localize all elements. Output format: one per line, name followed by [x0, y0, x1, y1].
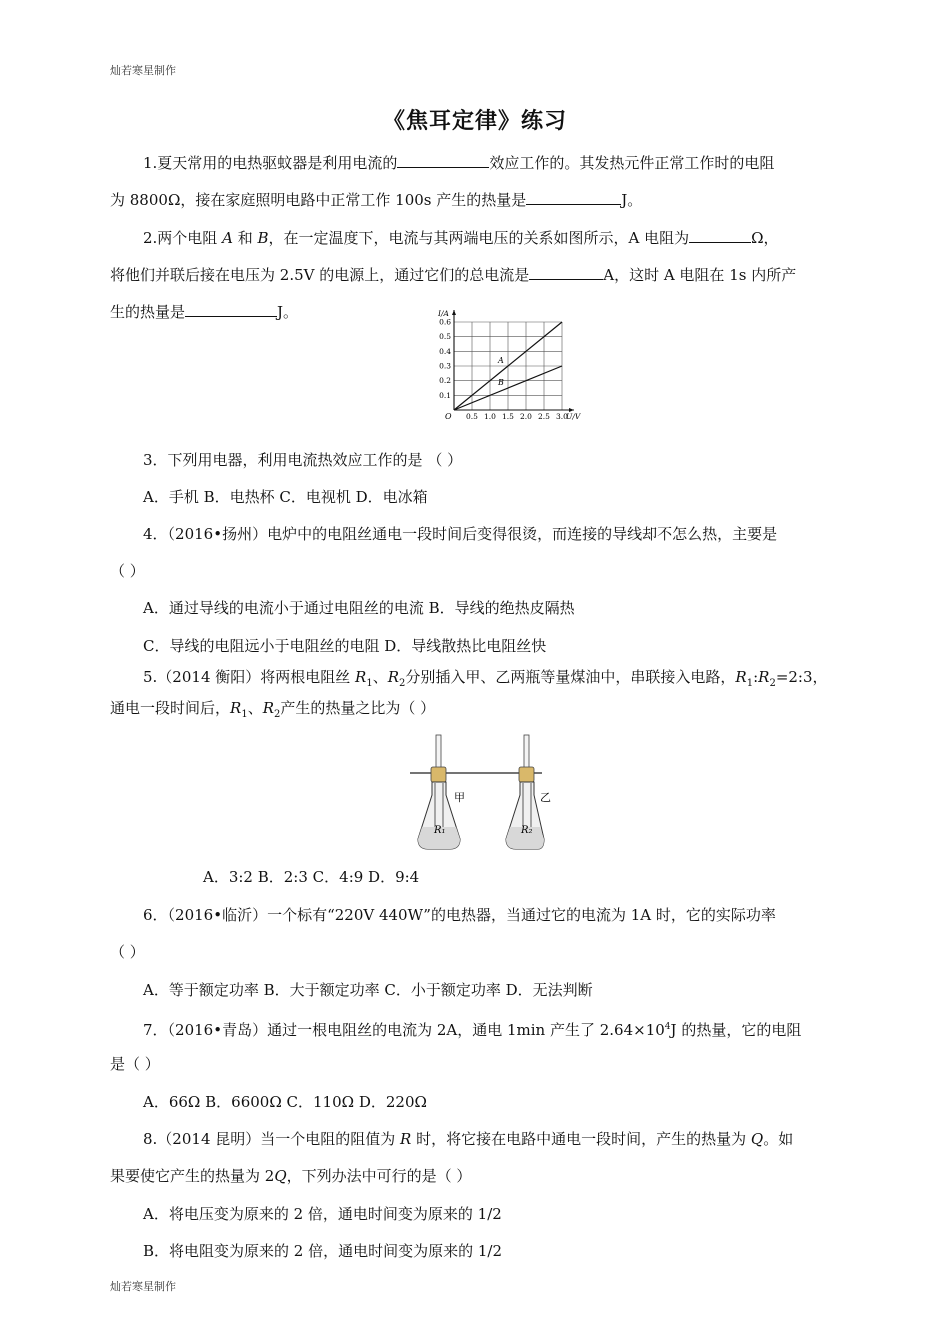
q5-line2: 通电一段时间后，$R_1$、$R_2$产生的热量之比为（ ）	[110, 699, 436, 720]
stopper-2	[519, 767, 534, 782]
q2-text-c: Ω，	[751, 229, 779, 247]
series-label-a: A	[498, 356, 504, 365]
q1-line1	[143, 152, 774, 173]
flask-r2-label: R₂	[521, 825, 533, 836]
q7-text-b: J 的热量，它的电阻	[670, 1021, 802, 1039]
q8-option-a: A．将电压变为原来的 2 倍，通电时间变为原来的 1/2	[143, 1205, 502, 1223]
page-header: 灿若寒星制作	[110, 64, 176, 77]
flask-jia	[418, 735, 465, 849]
q5-options: A．3:2 B．2:3 C．4:9 D．9:4	[203, 868, 420, 886]
y-tick-label: 0.2	[439, 376, 451, 386]
q1-line2	[110, 189, 642, 210]
q3-stem: 3．下列用电器，利用电流热效应工作的是 （ ）	[143, 451, 463, 469]
q6-paren: （ ）	[110, 943, 145, 961]
flask-r1-label: R₁	[434, 825, 446, 836]
q8-text-a: 8.（2014 昆明）当一个电阻的阻值为	[143, 1130, 401, 1148]
flask-yi	[506, 735, 551, 849]
q7-options: A．66Ω B．6600Ω C．110Ω D．220Ω	[143, 1093, 427, 1111]
q8-text-d: 果要使它产生的热量为 2	[110, 1167, 275, 1185]
q2-text-and: 和	[232, 229, 258, 247]
y-tick-label: 0.1	[439, 390, 451, 400]
q6-options: A．等于额定功率 B．大于额定功率 C．小于额定功率 D．无法判断	[143, 981, 593, 999]
flask-jia-label: 甲	[454, 791, 465, 804]
q8-line2: 果要使它产生的热量为 2Q，下列办法中可行的是（ ）	[110, 1167, 472, 1185]
q2-text-f: 生的热量是	[110, 303, 186, 321]
q1-text-a: 1.夏天常用的电热驱蚊器是利用电流的	[143, 154, 398, 172]
stopper-1	[431, 767, 446, 782]
page-title: 《焦耳定律》练习	[382, 109, 567, 134]
q5-text-d: 产生的热量之比为（ ）	[280, 699, 436, 717]
q2-text-e: A，这时 A 电阻在 1s 内所产	[603, 266, 797, 284]
q4-stem: 4．（2016•扬州）电炉中的电阻丝通电一段时间后变得很烫，而连接的导线却不怎么热，主要是	[143, 525, 778, 543]
q5-ratio: =2:3，	[775, 668, 828, 686]
q8-text-e: ，下列办法中可行的是（ ）	[286, 1167, 472, 1185]
q7-line1	[143, 1017, 801, 1040]
x-tick-label: 3.0	[556, 412, 568, 421]
q2-text-a: 2.两个电阻	[143, 229, 223, 247]
q8-line1: 8.（2014 昆明）当一个电阻的阻值为 R 时，将它接在电路中通电一段时间，产生的热量为 Q。如	[143, 1130, 794, 1148]
series-label-b: B	[498, 378, 504, 387]
q8-text-c: 。如	[763, 1130, 794, 1148]
q1-text-d: J。	[621, 191, 643, 209]
q7-text-a: 7．（2016•青岛）通过一根电阻丝的电流为 2A，通电 1min 产生了 2.64×10	[143, 1021, 665, 1039]
q2-resistor-b: B	[257, 229, 269, 247]
q5-text-c: 通电一段时间后，	[110, 699, 231, 717]
q7-paren: 是（ ）	[110, 1055, 160, 1073]
iv-chart	[428, 302, 598, 422]
q5-line1: 5.（2014 衡阳）将两根电阻丝 $R_1$、$R_2$分别插入甲、乙两瓶等量煤油中，串联接入电路，$R_1:R_2=2:3$，	[143, 668, 828, 689]
q2-line2	[110, 264, 796, 285]
x-tick-label: 2.5	[538, 412, 550, 421]
q4-option-ab: A．通过导线的电流小于通过电阻丝的电流 B．导线的绝热皮隔热	[143, 599, 575, 617]
q2-blank-2[interactable]	[529, 264, 603, 280]
x-axis-label: U/V	[566, 412, 581, 421]
y-tick-label: 0.5	[439, 332, 451, 342]
q1-blank-1[interactable]	[397, 152, 489, 168]
y-tick-label: 0.4	[439, 346, 451, 356]
q8-text-b: 时，将它接在电路中通电一段时间，产生的热量为	[411, 1130, 751, 1148]
q2-text-b: ，在一定温度下，电流与其两端电压的关系如图所示，A 电阻为	[268, 229, 690, 247]
q1-text-b: 效应工作的。其发热元件正常工作时的电阻	[489, 154, 775, 172]
y-axis-label: I/A	[438, 309, 449, 318]
q1-text-c: 为 8800Ω，接在家庭照明电路中正常工作 100s 产生的热量是	[110, 191, 527, 209]
q2-resistor-a: A	[222, 229, 233, 247]
x-tick-label: 2.0	[520, 412, 532, 421]
q6-stem: 6．（2016•临沂）一个标有“220V 440W”的电热器，当通过它的电流为 1A 时，它的实际功率	[143, 906, 776, 924]
q2-line1	[143, 227, 779, 248]
q8-option-b: B．将电阻变为原来的 2 倍，通电时间变为原来的 1/2	[143, 1242, 503, 1260]
q5-text-a: 5.（2014 衡阳）将两根电阻丝	[143, 668, 356, 686]
flask-yi-label: 乙	[540, 791, 551, 804]
x-tick-label: 1.0	[484, 412, 496, 421]
q2-line3	[110, 301, 298, 322]
q2-text-d: 将他们并联后接在电压为 2.5V 的电源上，通过它们的总电流是	[110, 266, 530, 284]
y-axis-arrow	[452, 310, 456, 315]
q5-text-b: 分别插入甲、乙两瓶等量煤油中，串联接入电路，	[405, 668, 736, 686]
q1-blank-2[interactable]	[526, 189, 621, 205]
q4-paren: （ ）	[110, 562, 145, 580]
q3-options: A．手机 B．电热杯 C．电视机 D．电冰箱	[143, 488, 428, 506]
page-footer: 灿若寒星制作	[110, 1280, 176, 1293]
x-tick-label: 0.5	[466, 412, 478, 421]
q2-blank-3[interactable]	[185, 301, 277, 317]
q2-text-g: J。	[277, 303, 299, 321]
x-tick-label: 1.5	[502, 412, 514, 421]
q2-blank-1[interactable]	[689, 227, 751, 243]
y-tick-label: 0.3	[439, 361, 451, 371]
origin-label: O	[445, 412, 452, 421]
y-tick-label: 0.6	[439, 317, 451, 327]
q7-exponent: 4	[664, 1022, 671, 1032]
flasks-figure	[408, 727, 551, 859]
q4-option-cd: C．导线的电阻远小于电阻丝的电阻 D．导线散热比电阻丝快	[143, 637, 547, 655]
